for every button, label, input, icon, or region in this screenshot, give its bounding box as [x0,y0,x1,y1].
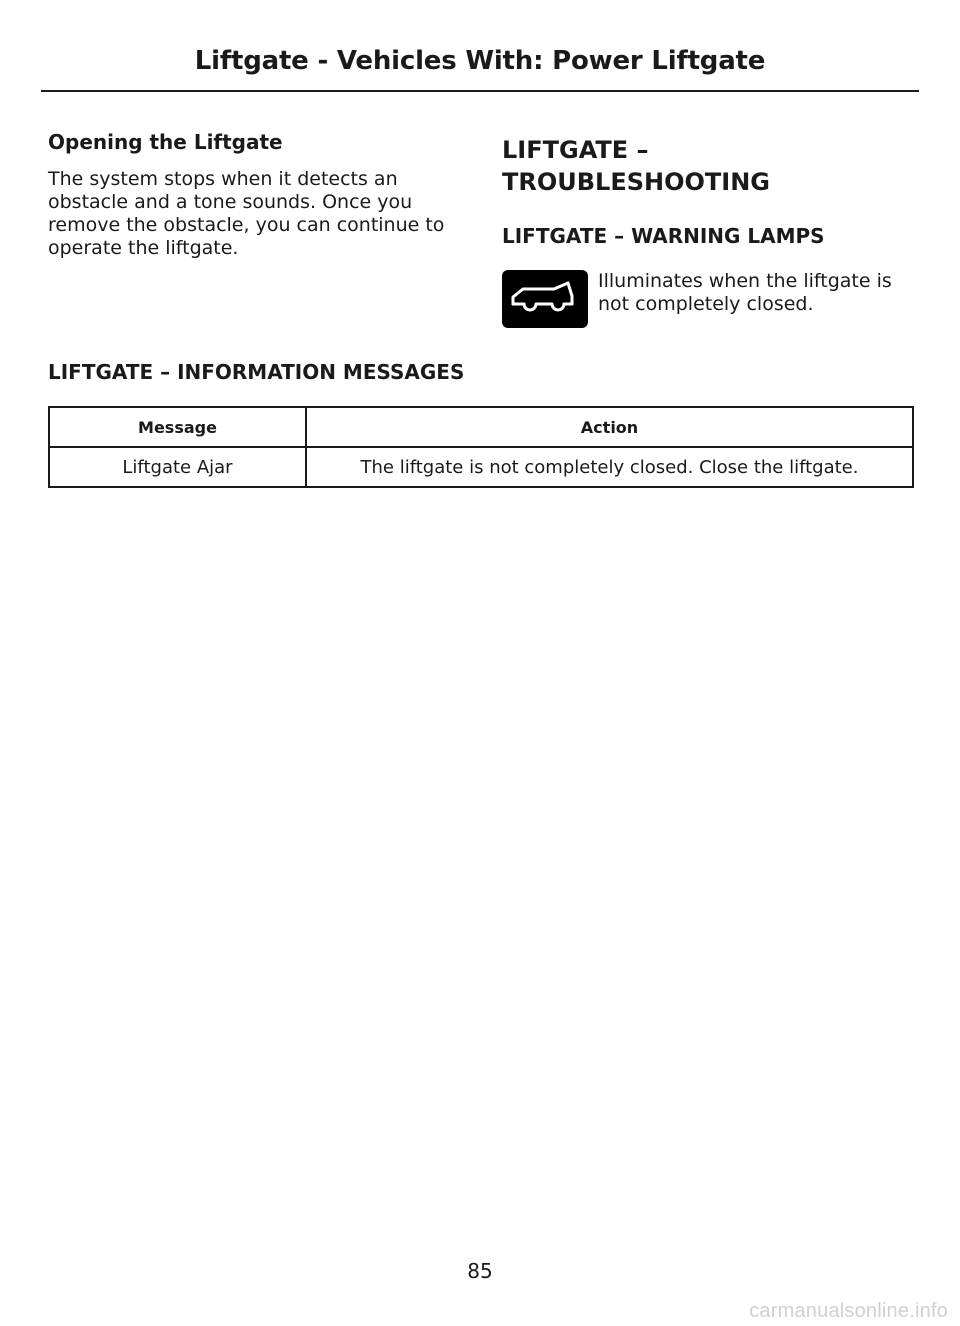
opening-body: The system stops when it detects an obstacle and a tone sounds. Once you remove the obstacle, you can continue to operate the liftgate. [48,168,445,259]
table-row [49,447,913,487]
column-header-action: Action [306,407,913,447]
page-number: 85 [467,1259,493,1283]
liftgate-ajar-icon [502,270,588,328]
header-divider [41,90,919,92]
liftgate-ajar-symbol [510,280,580,318]
opening-heading: Opening the Liftgate [48,130,283,154]
warning-lamp-description: Illuminates when the liftgate is not completely closed. [598,270,892,315]
column-header-message: Message [49,407,306,447]
table-header-row [49,407,913,447]
information-messages-table [48,406,914,488]
action-cell: The liftgate is not completely closed. Close the liftgate. [306,447,913,487]
troubleshooting-section [502,134,922,315]
troubleshooting-title [502,134,922,198]
opening-section [48,130,468,260]
watermark: carmanualsonline.info [749,1300,948,1322]
page-header-title: Liftgate - Vehicles With: Power Liftgate [194,46,766,76]
message-cell: Liftgate Ajar [49,447,306,487]
troubleshooting-title-line1: LIFTGATE – [502,136,649,164]
troubleshooting-title-line2: TROUBLESHOOTING [502,168,770,196]
information-messages-heading: LIFTGATE – INFORMATION MESSAGES [48,360,465,384]
warning-lamps-heading: LIFTGATE – WARNING LAMPS [502,224,825,248]
